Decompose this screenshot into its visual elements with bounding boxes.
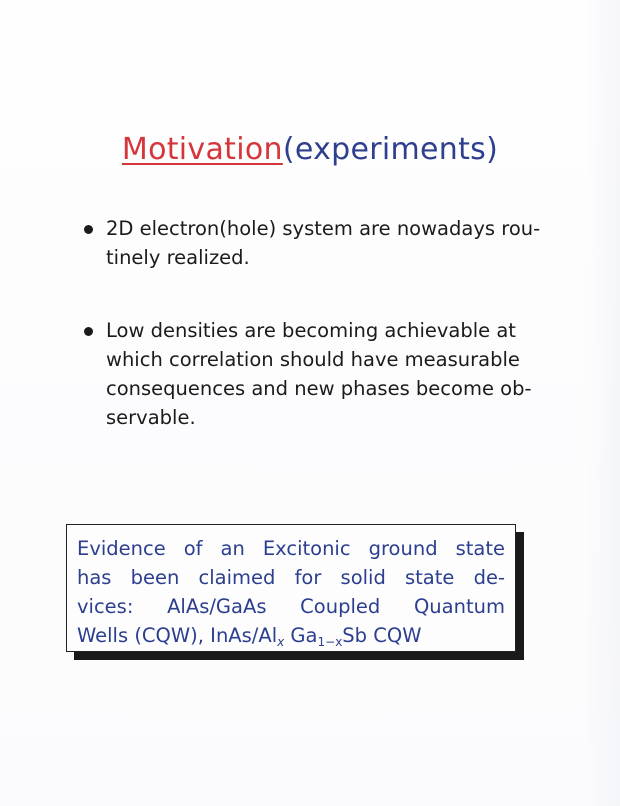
title-sub: (experiments) — [282, 132, 499, 167]
evidence-text: Wells (CQW), InAs/Al — [77, 624, 278, 647]
bullet-line: servable. — [106, 406, 196, 429]
bullet-line: tinely realized. — [106, 246, 250, 269]
evidence-text: Sb CQW — [342, 624, 422, 647]
evidence-word: vices: — [77, 595, 134, 618]
evidence-word: been — [130, 566, 180, 589]
bullet-item — [84, 316, 544, 432]
evidence-word: has — [77, 566, 112, 589]
evidence-line-2 — [77, 563, 505, 592]
scan-edge-shade — [584, 0, 620, 806]
evidence-line-4 — [77, 621, 505, 650]
bullet-icon — [84, 327, 93, 336]
evidence-word: AlAs/GaAs — [167, 595, 267, 618]
evidence-word: Evidence — [77, 537, 166, 560]
evidence-word: an — [220, 537, 245, 560]
evidence-box — [66, 524, 516, 652]
evidence-word: for — [294, 566, 322, 589]
evidence-subscript: 1−x — [317, 635, 343, 649]
bullet-line: Low densities are becoming achievable at — [106, 319, 516, 342]
evidence-word: Excitonic — [262, 537, 351, 560]
evidence-line-3 — [77, 592, 505, 621]
evidence-word: Coupled — [300, 595, 381, 618]
evidence-line-1 — [77, 534, 505, 563]
bullet-line: 2D electron(hole) system are nowadays rou- — [106, 217, 541, 240]
bullet-line: which correlation should have measurable — [106, 348, 520, 371]
bullet-icon — [84, 225, 93, 234]
slide-title — [0, 132, 620, 167]
evidence-word: state — [405, 566, 455, 589]
evidence-word: de- — [473, 566, 505, 589]
title-main: Motivation — [121, 132, 283, 167]
evidence-word: ground — [368, 537, 438, 560]
evidence-word: Quantum — [413, 595, 505, 618]
evidence-word: claimed — [198, 566, 276, 589]
evidence-word: of — [183, 537, 203, 560]
bullet-list — [84, 214, 544, 432]
bullet-item — [84, 214, 544, 272]
evidence-text: Ga — [284, 624, 318, 647]
bullet-line: consequences and new phases become ob- — [106, 377, 532, 400]
evidence-subscript: x — [277, 635, 285, 649]
evidence-word: state — [455, 537, 505, 560]
evidence-word: solid — [340, 566, 386, 589]
